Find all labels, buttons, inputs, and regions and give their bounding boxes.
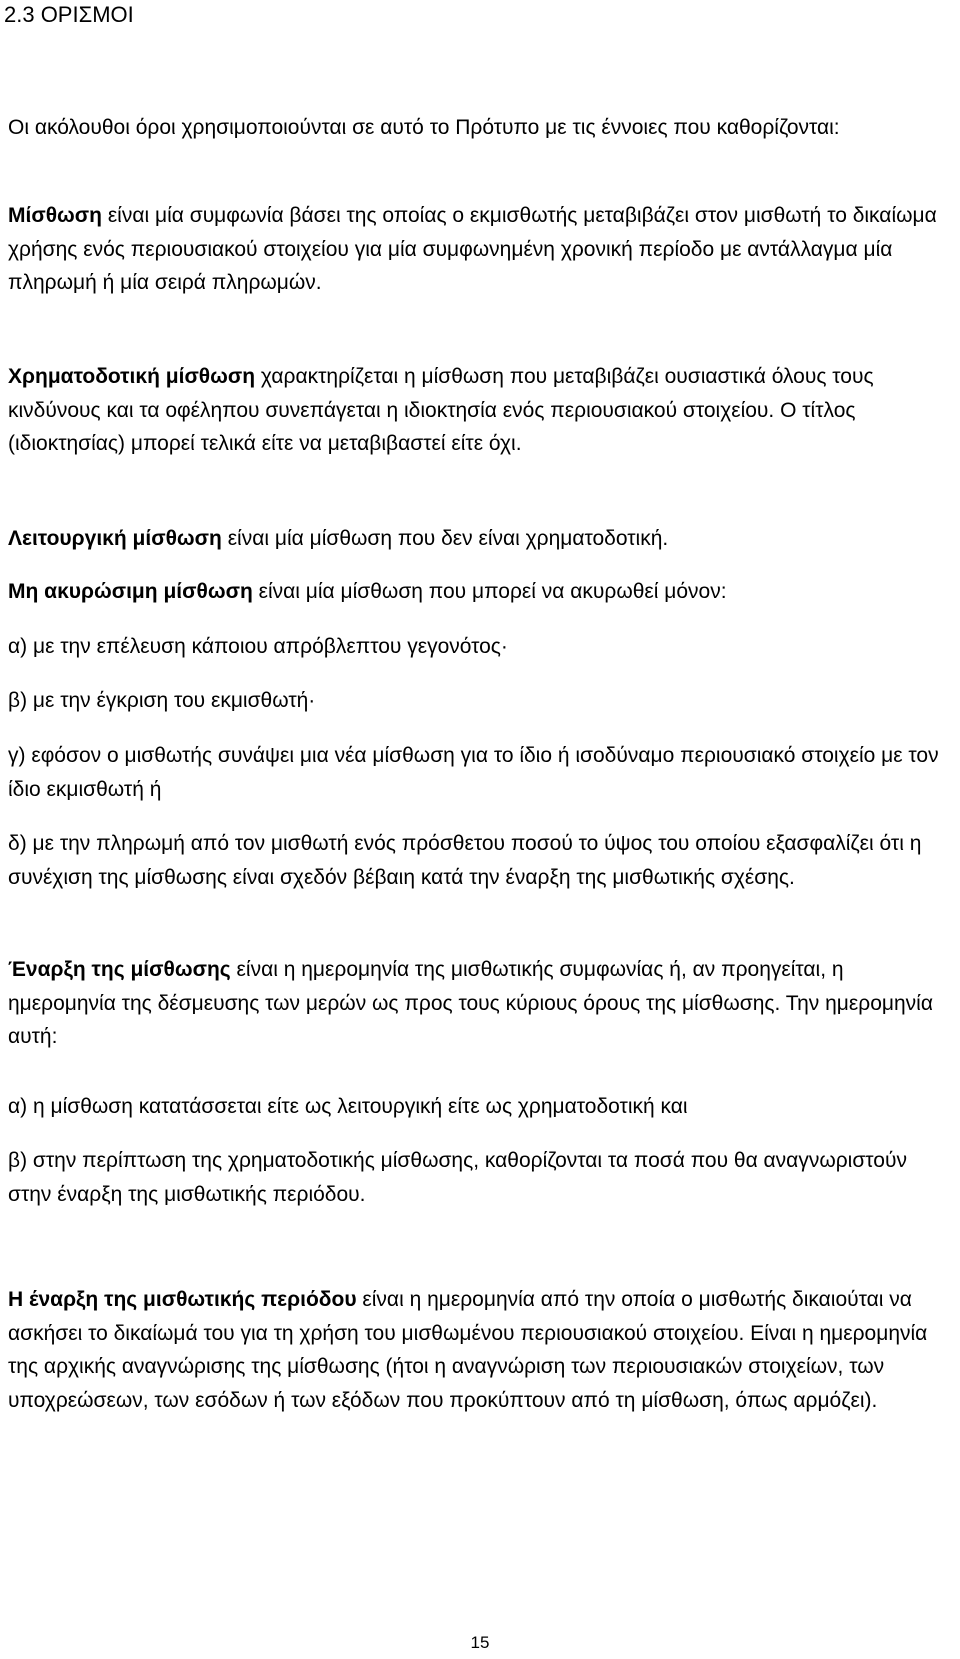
definition-commencement: [8, 1283, 943, 1417]
definition-lease: [8, 199, 943, 300]
list-item: δ) με την πληρωμή από τον μισθωτή ενός πρόσθετου ποσού το ύψος του οποίου εξασφαλίζει ότι η συνέχιση της μίσθωσης είναι σχεδόν βέβαιη κατά την έναρξη της μισθωτικής σχέσης.: [8, 832, 922, 889]
term-inception: Έναρξη της μίσθωσης: [8, 958, 231, 981]
definition-finance-lease-text: χαρακτηρίζεται η μίσθωση που μεταβιβάζει ουσιαστικά όλους τους κινδύνους και τα οφέληπου συνεπάγεται η ιδιοκτησία ενός περιουσιακού στοιχείου. Ο τίτλος (ιδιοκτησίας) μπορεί τελικά είτε να μεταβιβαστεί είτε όχι.: [8, 365, 874, 455]
definition-inception-text: είναι η ημερομηνία της μισθωτικής συμφωνίας ή, αν προηγείται, η ημερομηνία της δέσμευσης των μερών ως προς τους κύριους όρους της μίσθωσης. Την ημερομηνία αυτή:: [8, 958, 933, 1048]
definition-noncancellable-lease: [8, 575, 943, 609]
definition-operating-lease-text: είναι μία μίσθωση που δεν είναι χρηματοδοτική.: [221, 527, 669, 550]
term-lease: Μίσθωση: [8, 204, 102, 227]
definition-lease-text: είναι μία συμφωνία βάσει της οποίας ο εκμισθωτής μεταβιβάζει στον μισθωτή το δικαίωμα χρήσης ενός περιουσιακού στοιχείου για μία συμφωνημένη χρονική περίοδο με αντάλλαγμα μία πληρωμή ή μία σειρά πληρωμών.: [8, 204, 937, 294]
list-item: β) στην περίπτωση της χρηματοδοτικής μίσθωσης, καθορίζονται τα ποσά που θα αναγνωριστούν στην έναρξη της μισθωτικής περιόδου.: [8, 1149, 907, 1206]
list-item: α) η μίσθωση κατατάσσεται είτε ως λειτουργική είτε ως χρηματοδοτική και: [8, 1095, 688, 1118]
list-item: α) με την επέλευση κάποιου απρόβλεπτου γεγονότος·: [8, 635, 508, 658]
list-item: β) με την έγκριση του εκμισθωτή·: [8, 689, 316, 712]
intro-paragraph: Οι ακόλουθοι όροι χρησιμοποιούνται σε αυτό το Πρότυπο με τις έννοιες που καθορίζονται:: [8, 116, 840, 139]
term-noncancellable-lease: Μη ακυρώσιμη μίσθωση: [8, 580, 253, 603]
list-item: γ) εφόσον ο μισθωτής συνάψει μια νέα μίσθωση για το ίδιο ή ισοδύναμο περιουσιακό στοιχείο με τον ίδιο εκμισθωτή ή: [8, 744, 939, 801]
definition-inception: [8, 953, 943, 1054]
page-number: 15: [470, 1633, 490, 1652]
definition-noncancellable-lease-text: είναι μία μίσθωση που μπορεί να ακυρωθεί μόνον:: [252, 580, 727, 603]
section-heading: 2.3 ΟΡΙΣΜΟΙ: [4, 2, 134, 27]
definition-finance-lease: [8, 360, 943, 461]
term-finance-lease: Χρηματοδοτική μίσθωση: [8, 365, 256, 388]
term-operating-lease: Λειτουργική μίσθωση: [8, 527, 222, 550]
term-commencement: Η έναρξη της μισθωτικής περιόδου: [8, 1288, 357, 1311]
definition-commencement-text: είναι η ημερομηνία από την οποία ο μισθωτής δικαιούται να ασκήσει το δικαίωμά του για τη χρήση του μισθωμένου περιουσιακού στοιχείου. Είναι η ημερομηνία της αρχικής αναγνώρισης της μίσθωσης (ήτοι η αναγνώριση των περιουσιακών στοιχείων, των υποχρεώσεων, των εσόδων ή των εξόδων που προκύπτουν από τη μίσθωση, όπως αρμόζει).: [8, 1288, 928, 1412]
definition-operating-lease: [8, 522, 943, 556]
